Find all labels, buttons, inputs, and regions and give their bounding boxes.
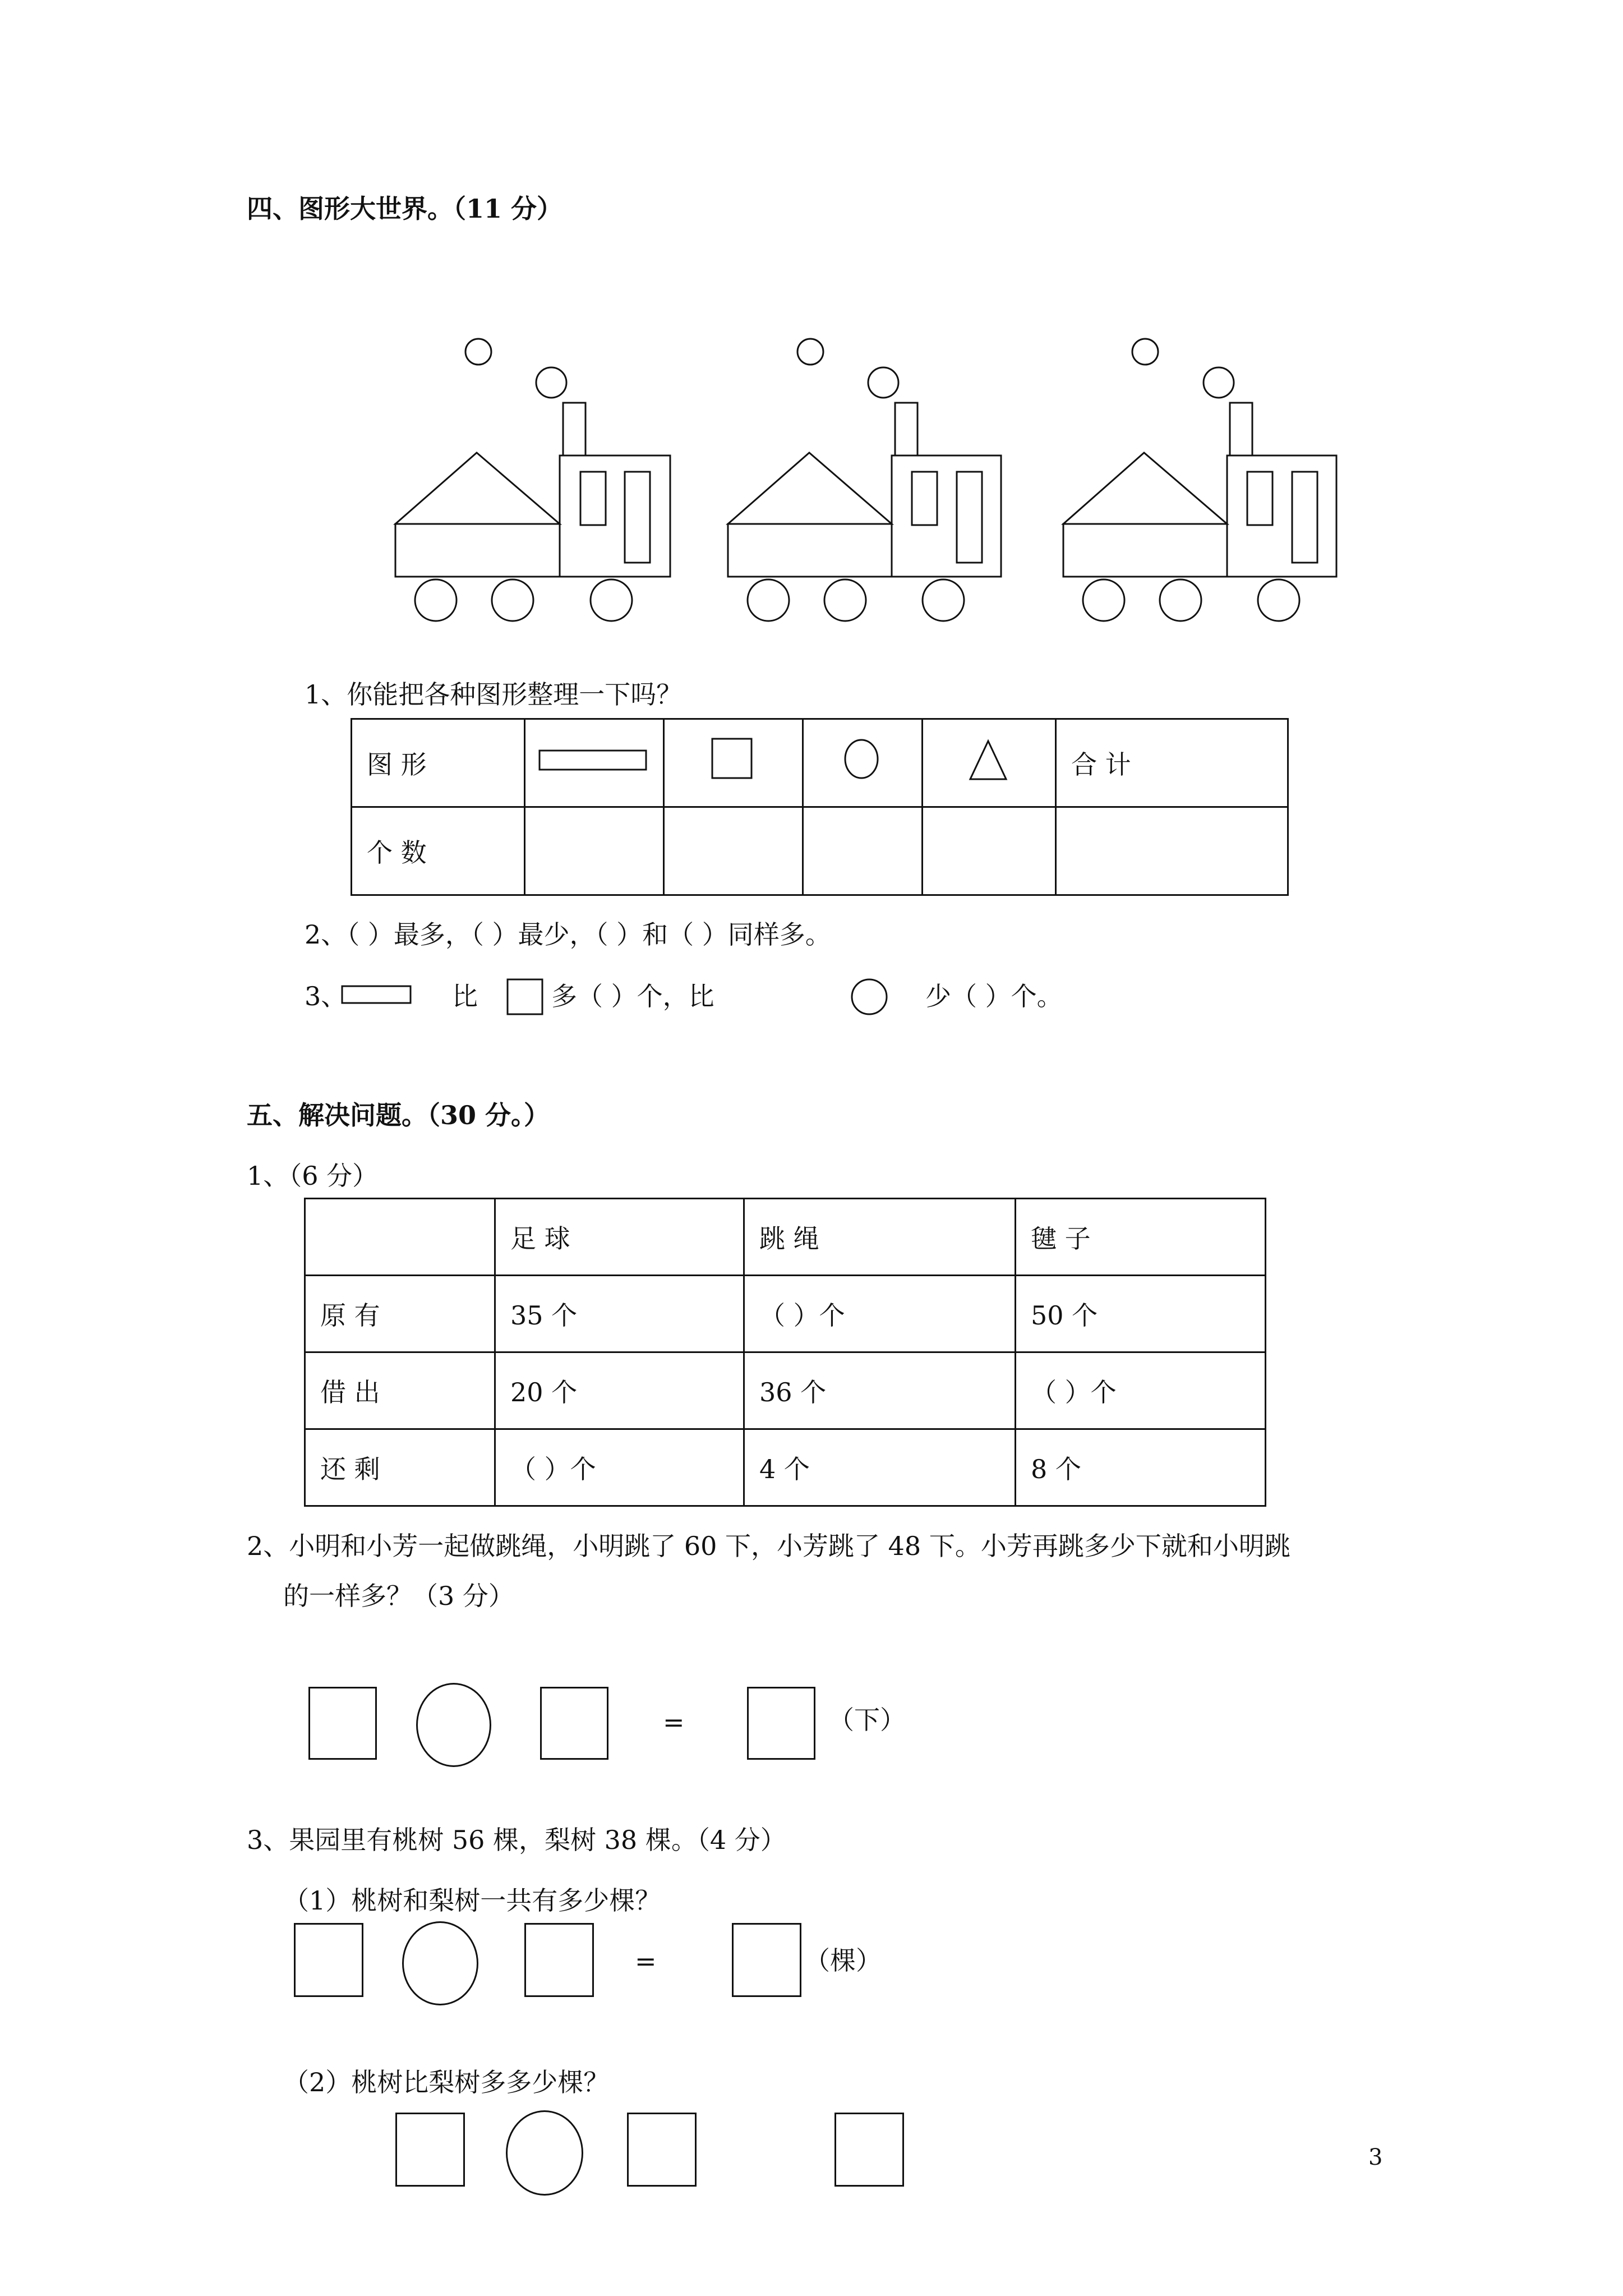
result-box[interactable] — [834, 2113, 904, 2187]
row-label-lent: 借 出 — [305, 1352, 495, 1429]
section-5-title: 五、解决问题。（30 分。） — [247, 1100, 550, 1130]
count-total-cell[interactable] — [1056, 807, 1288, 895]
sports-table — [304, 1198, 1266, 1507]
total-header: 合 计 — [1056, 719, 1288, 807]
operator-oval[interactable] — [506, 2110, 583, 2196]
cell-original-jump-rope[interactable]: （ ）个 — [744, 1276, 1016, 1352]
train-3 — [1063, 339, 1336, 621]
triangle-icon — [967, 738, 1012, 783]
row-label-shape: 图 形 — [352, 719, 525, 807]
result-box[interactable] — [747, 1687, 815, 1760]
equals-sign: = — [663, 1707, 685, 1737]
q3-compare-word: 比 — [452, 981, 478, 1011]
operator-oval[interactable] — [416, 1683, 491, 1767]
count-triangle-cell[interactable] — [923, 807, 1056, 895]
result-box[interactable] — [732, 1923, 801, 1997]
answer-box-1[interactable] — [308, 1687, 377, 1760]
square-icon — [711, 738, 756, 783]
train-1 — [395, 339, 670, 621]
table-header-football: 足 球 — [495, 1199, 744, 1276]
q3-less-text: 少（ ）个。 — [925, 981, 1063, 1011]
shape-square-header — [664, 719, 803, 807]
section-4-title: 四、图形大世界。（11 分） — [247, 194, 563, 224]
answer-box-2[interactable] — [524, 1923, 594, 1997]
table-header-jump-rope: 跳 绳 — [744, 1199, 1016, 1276]
section-5-question-2-line-1: 2、小明和小芳一起做跳绳，小明跳了 60 下，小芳跳了 48 下。小芳再跳多少下就和小明跳 — [247, 1531, 1290, 1561]
unit-label: （棵） — [804, 1945, 882, 1976]
train-illustration — [0, 314, 1623, 628]
section-5-question-1: 1、（6 分） — [247, 1161, 379, 1191]
answer-box-2[interactable] — [627, 2113, 697, 2187]
section-5-question-3-part-1: （1）桃树和梨树一共有多少棵？ — [283, 1885, 661, 1916]
page-number: 3 — [1368, 2145, 1383, 2170]
rectangle-icon — [341, 985, 414, 1005]
row-label-original: 原 有 — [305, 1276, 495, 1352]
section-4-question-2: 2、（ ）最多，（ ）最少，（ ）和（ ）同样多。 — [305, 919, 831, 950]
shapes-table — [351, 718, 1289, 896]
square-icon — [506, 978, 546, 1018]
row-label-count: 个 数 — [352, 807, 525, 895]
cell-remaining-jump-rope: 4 个 — [744, 1429, 1016, 1506]
count-circle-cell[interactable] — [803, 807, 923, 895]
section-5-question-3-part-2: （2）桃树比梨树多多少棵？ — [283, 2067, 610, 2097]
cell-lent-football: 20 个 — [495, 1352, 744, 1429]
answer-box-1[interactable] — [294, 1923, 363, 1997]
count-rectangle-cell[interactable] — [525, 807, 664, 895]
cell-remaining-shuttlecock: 8 个 — [1016, 1429, 1266, 1506]
cell-lent-shuttlecock[interactable]: （ ）个 — [1016, 1352, 1266, 1429]
table-header-empty — [305, 1199, 495, 1276]
rectangle-icon — [538, 749, 651, 772]
shape-triangle-header — [923, 719, 1056, 807]
count-square-cell[interactable] — [664, 807, 803, 895]
row-label-remaining: 还 剩 — [305, 1429, 495, 1506]
circle-icon — [850, 977, 890, 1018]
cell-original-football: 35 个 — [495, 1276, 744, 1352]
operator-oval[interactable] — [402, 1921, 478, 2005]
unit-label: （下） — [828, 1705, 906, 1735]
cell-remaining-football[interactable]: （ ）个 — [495, 1429, 744, 1506]
section-5-question-2-line-2: 的一样多？（3 分） — [283, 1581, 514, 1611]
equals-sign: = — [635, 1946, 657, 1976]
answer-box-1[interactable] — [395, 2113, 465, 2187]
section-4-question-1: 1、你能把各种图形整理一下吗？ — [305, 679, 683, 710]
shape-circle-header — [803, 719, 923, 807]
cell-original-shuttlecock: 50 个 — [1016, 1276, 1266, 1352]
q3-more-text: 多（ ）个，比 — [551, 981, 714, 1011]
cell-lent-jump-rope: 36 个 — [744, 1352, 1016, 1429]
q3-prefix: 3、 — [305, 981, 347, 1011]
shape-rectangle-header — [525, 719, 664, 807]
table-header-shuttlecock: 毽 子 — [1016, 1199, 1266, 1276]
circle-icon — [843, 738, 882, 783]
answer-box-2[interactable] — [540, 1687, 608, 1760]
train-2 — [728, 339, 1001, 621]
section-5-question-3: 3、果园里有桃树 56 棵，梨树 38 棵。（4 分） — [247, 1825, 786, 1855]
